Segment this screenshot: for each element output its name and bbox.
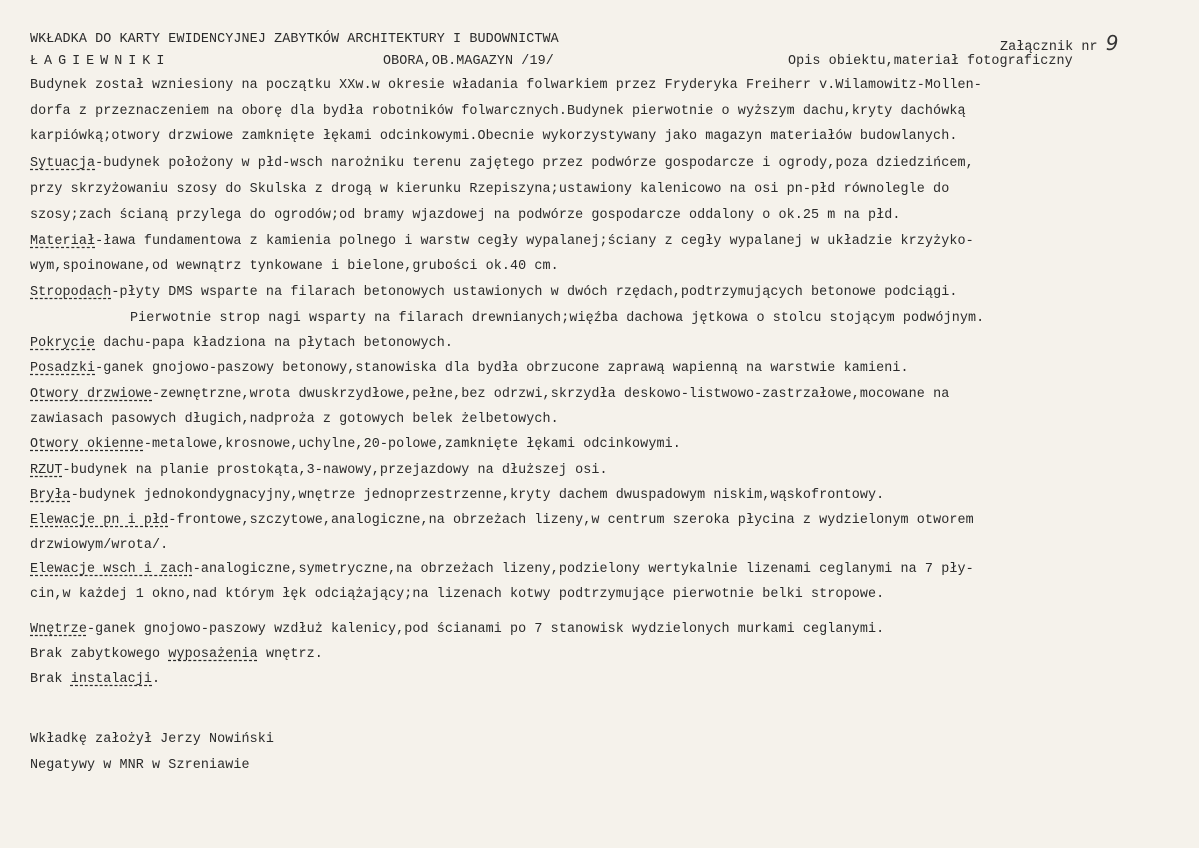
section-label: Otwory okienne — [30, 437, 144, 452]
document-title: WKŁADKA DO KARTY EWIDENCYJNEJ ZABYTKÓW ARCHITEKTURY I BUDOWNICTWA — [30, 32, 559, 47]
note-text: Brak zabytkowego — [30, 647, 169, 662]
section-text: -ganek gnojowo-paszowy wzdłuż kalenicy,pod ścianami po 7 stanowisk wydzielonych murkami ceglanymi. — [86, 622, 885, 637]
section-label: Sytuacja — [30, 156, 96, 171]
village-name: ŁAGIEWNIKI — [30, 54, 171, 69]
note-installations — [30, 673, 160, 686]
section-text: -budynek położony w płd-wsch narożniku terenu zajętego przez podwórze gospodarcze i ogrody,poza dziedzińcem, — [95, 156, 974, 171]
section-interior — [30, 623, 884, 636]
section-material — [30, 235, 974, 248]
object-name: OBORA,OB.MAGAZYN /19/ — [383, 54, 554, 69]
section-label: Elewacje wsch i zach — [30, 562, 193, 577]
section-text: -metalowe,krosnowe,uchylne,20-polowe,zamknięte łękami odcinkowymi. — [143, 437, 681, 452]
section-label: Otwory drzwiowe — [30, 387, 153, 402]
note-text: . — [152, 672, 161, 687]
section-label: RZUT — [30, 463, 63, 478]
description-heading: Opis obiektu,materiał fotograficzny — [788, 54, 1073, 69]
body-line-19: drzwiowym/wrota/. — [30, 538, 169, 553]
section-label: Wnętrze — [30, 622, 87, 637]
section-label: Bryła — [30, 488, 71, 503]
section-floors — [30, 362, 909, 375]
section-window-openings — [30, 438, 681, 451]
body-line-6: szosy;zach ścianą przylega do ogrodów;od bramy wjazdowej na podwórze gospodarcze oddalony o ok.25 m na płd. — [30, 208, 901, 223]
body-line-5: przy skrzyżowaniu szosy do Skulska z drogą w kierunku Rzepiszyna;ustawiony kalenicowo na osi pn-płd równolegle do — [30, 182, 950, 197]
body-line-2: dorfa z przeznaczeniem na oborę dla bydła robotników folwarcznych.Budynek pierwotnie o wyższym dachu,kryty dachówką — [30, 104, 966, 119]
attachment-label-text: Załącznik nr — [1000, 40, 1098, 55]
section-label: Posadzki — [30, 361, 96, 376]
section-label: Materiał — [30, 234, 96, 249]
body-line-21: cin,w każdej 1 okno,nad którym łęk odciążający;na lizenach kotwy podtrzymujące pierwotnie belki stropowe. — [30, 587, 885, 602]
body-line-10: Pierwotnie strop nagi wsparty na filarach drewnianych;więźba dachowa jętkowa o stolcu stojącym podwójnym. — [130, 311, 985, 326]
note-label: instalacji — [70, 672, 153, 687]
body-line-14: zawiasach pasowych długich,nadproża z gotowych belek żelbetowych. — [30, 412, 559, 427]
section-text: -ława fundamentowa z kamienia polnego i warstw cegły wypalanej;ściany z cegły wypalanej w układzie krzyżyko- — [95, 234, 974, 249]
section-text: -budynek na planie prostokąta,3-nawowy,przejazdowy na dłuższej osi. — [62, 463, 608, 478]
attachment-number: 9 — [1105, 31, 1119, 55]
section-plan — [30, 464, 608, 477]
section-label: Elewacje pn i płd — [30, 513, 169, 528]
section-mass — [30, 489, 884, 502]
section-roof-slab — [30, 286, 957, 299]
note-label: wyposażenia — [168, 647, 258, 662]
section-roofing — [30, 337, 453, 350]
section-text: -budynek jednokondygnacyjny,wnętrze jednoprzestrzenne,kryty dachem dwuspadowym niskim,wąskofrontowy. — [70, 488, 885, 503]
section-situation — [30, 157, 974, 170]
note-furnishings — [30, 648, 323, 661]
note-text: wnętrz. — [257, 647, 323, 662]
section-text: -analogiczne,symetryczne,na obrzeżach lizeny,podzielony wertykalnie lizenami ceglanymi na 7 pły- — [192, 562, 974, 577]
negatives-note: Negatywy w MNR w Szreniawie — [30, 758, 250, 773]
attachment-label — [1000, 33, 1119, 54]
section-door-openings — [30, 388, 949, 401]
section-text: -ganek gnojowo-paszowy betonowy,stanowiska dla bydła obrzucone zaprawą wapienną na warstwie kamieni. — [95, 361, 909, 376]
section-text: -zewnętrzne,wrota dwuskrzydłowe,pełne,bez odrzwi,skrzydła deskowo-listwowo-zastrzałowe,mocowane na — [152, 387, 950, 402]
body-line-1: Budynek został wzniesiony na początku XXw.w okresie władania folwarkiem przez Fryderyka Freiherr v.Wilamowitz-Mollen- — [30, 78, 982, 93]
section-label: Stropodach — [30, 285, 112, 300]
section-text: -płyty DMS wsparte na filarach betonowych ustawionych w dwóch rzędach,podtrzymujących betonowe podciągi. — [111, 285, 958, 300]
note-text: Brak — [30, 672, 71, 687]
section-label: Pokrycie — [30, 336, 96, 351]
body-line-8: wym,spoinowane,od wewnątrz tynkowane i bielone,grubości ok.40 cm. — [30, 259, 559, 274]
section-elevations-n-s — [30, 514, 974, 527]
body-line-3: karpiówką;otwory drzwiowe zamknięte łękami odcinkowymi.Obecnie wykorzystywany jako magazyn materiałów budowlanych. — [30, 129, 958, 144]
author-note: Wkładkę założył Jerzy Nowiński — [30, 732, 275, 747]
section-text: -frontowe,szczytowe,analogiczne,na obrzeżach lizeny,w centrum szeroka płycina z wydzielonym otworem — [168, 513, 974, 528]
section-elevations-e-w — [30, 563, 974, 576]
section-text: dachu-papa kładziona na płytach betonowych. — [95, 336, 454, 351]
